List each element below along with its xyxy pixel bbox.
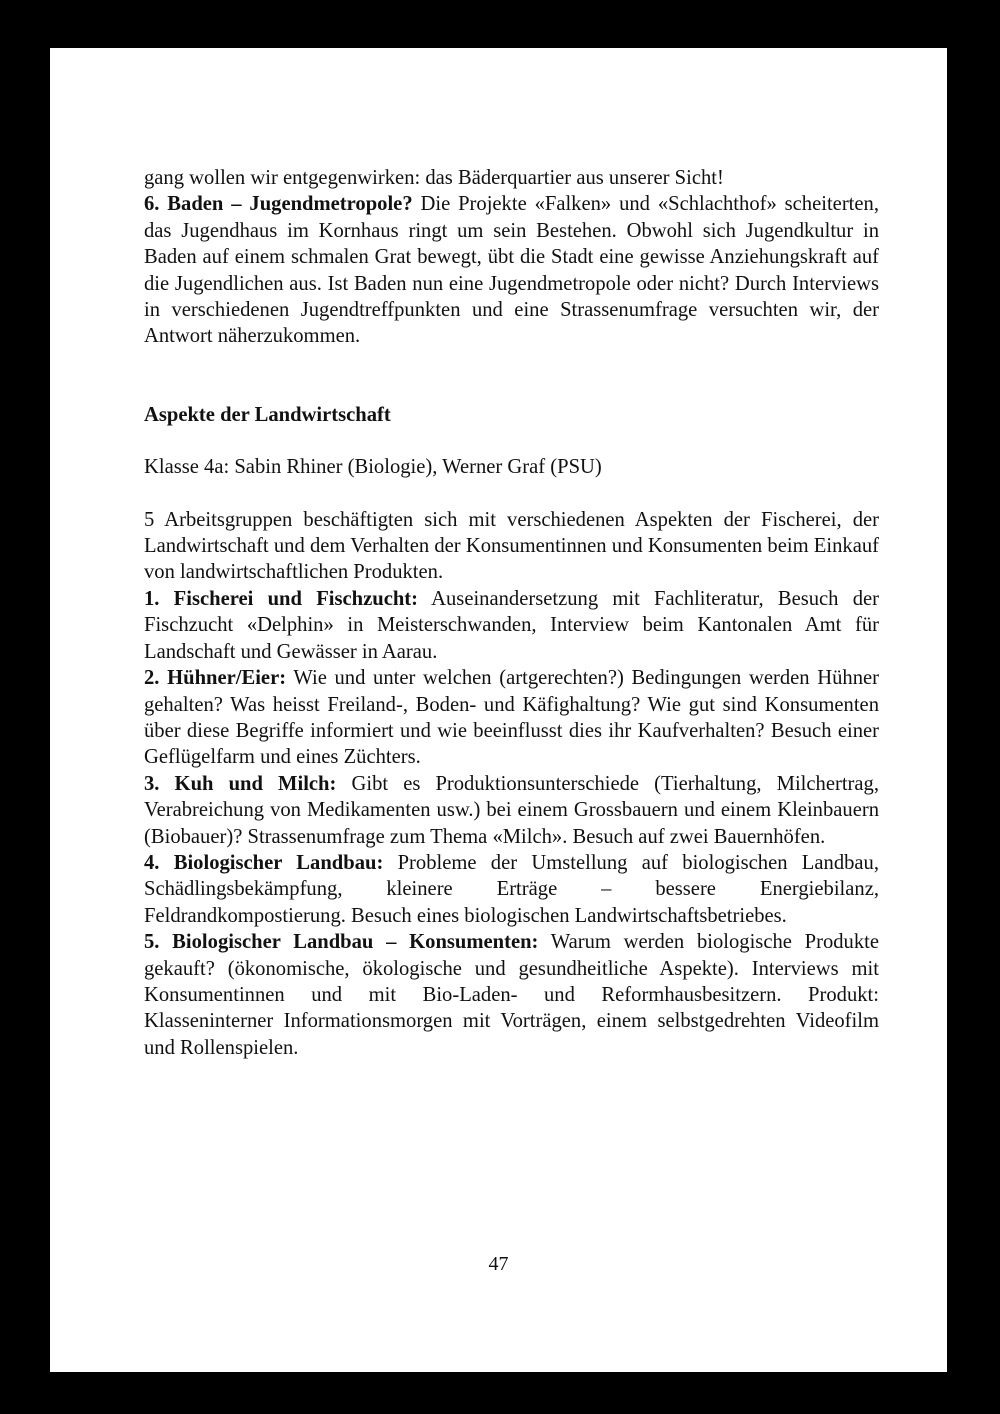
group-item-text: Gibt es Produktionsunterschiede (Tierhaltung, Milchertrag, Verabreichung von Medikamenten usw.) bei einem Grossbauern und einem Kleinbauern (Biobauer)? Strassenumfrage zum Thema «Milch». Besuch auf zwei Bauernhöfen. [144, 772, 879, 848]
group-item-5 [144, 929, 879, 1061]
group-item-title: 2. Hühner/Eier: [144, 667, 287, 690]
group-item-2 [144, 665, 879, 771]
spacer [144, 350, 879, 402]
group-item-text: Probleme der Umstellung auf biologischen Landbau, Schädlingsbekämpfung, kleinere Erträge – bessere Energiebilanz, Feldrandkompostierung. Besuch eines biologischen Landwirtschaftsbetriebes. [144, 851, 879, 927]
spacer [144, 481, 879, 507]
project-item-6 [144, 191, 879, 349]
group-item-text: Auseinandersetzung mit Fachliteratur, Besuch der Fischzucht «Delphin» in Meisterschwanden, Interview beim Kantonalen Amt für Landschaft und Gewässer in Aarau. [144, 587, 879, 663]
continuation-paragraph: gang wollen wir entgegenwirken: das Bäderquartier aus unserer Sicht! [144, 167, 724, 189]
group-item-title: 3. Kuh und Milch: [144, 772, 337, 795]
intro-paragraph: 5 Arbeitsgruppen beschäftigten sich mit verschiedenen Aspekten der Fischerei, der Landwirtschaft und dem Verhalten der Konsumentinnen und Konsumenten beim Einkauf von landwirtschaftlichen Produkten. [144, 508, 879, 584]
group-item-4 [144, 850, 879, 929]
group-item-title: 5. Biologischer Landbau – Konsumenten: [144, 931, 539, 954]
section-heading: Aspekte der Landwirtschaft [144, 403, 391, 426]
page-number: 47 [488, 1253, 509, 1275]
group-item-text: Wie und unter welchen (artgerechten?) Bedingungen werden Hühner gehalten? Was heisst Freiland-, Boden- und Käfighaltung? Wie gut sind Konsumenten über diese Begriffe informiert und wie beeinflusst dies ihr Kaufverhalten? Besuch einer Geflügelfarm und eines Züchters. [144, 667, 879, 769]
group-item-title: 1. Fischerei und Fischzucht: [144, 587, 419, 610]
group-item-3 [144, 771, 879, 850]
group-item-1 [144, 586, 879, 665]
spacer [144, 428, 879, 454]
group-item-text: Warum werden biologische Produkte gekauft? (ökonomische, ökologische und gesundheitliche Aspekte). Interviews mit Konsumentinnen und mit Bio-Laden- und Reformhausbesitzern. Produkt: Klasseninterner Informationsmorgen mit Vorträgen, einem selbstgedrehten Videofilm und Rollenspielen. [144, 931, 879, 1059]
class-line: Klasse 4a: Sabin Rhiner (Biologie), Werner Graf (PSU) [144, 456, 602, 479]
group-item-title: 4. Biologischer Landbau: [144, 851, 384, 874]
page-content [144, 165, 879, 1061]
project-item-title: 6. Baden – Jugendmetropole? [144, 193, 413, 216]
project-item-text: Die Projekte «Falken» und «Schlachthof» scheiterten, das Jugendhaus im Kornhaus ringt um sein Bestehen. Obwohl sich Jugendkultur in Baden auf einem schmalen Grat bewegt, übt die Stadt eine gewisse Anziehungskraft auf die Jugendlichen aus. Ist Baden nun eine Jugendmetropole oder nicht? Durch Interviews in verschiedenen Jugendtreffpunkten und eine Strassenumfrage versuchten wir, der Antwort näherzukommen. [144, 193, 879, 348]
document-page [50, 48, 947, 1372]
